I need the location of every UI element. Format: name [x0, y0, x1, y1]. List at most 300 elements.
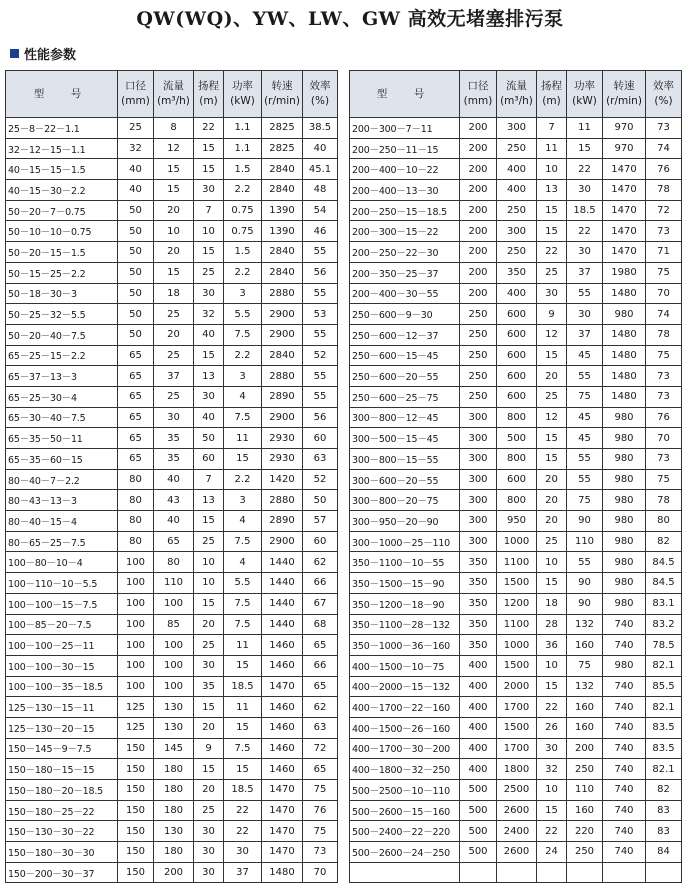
- cell-diameter: 50: [118, 242, 154, 263]
- cell-head: 20: [194, 780, 224, 801]
- cell-flow: 130: [154, 717, 194, 738]
- cell-flow: 600: [497, 345, 537, 366]
- cell-efficiency: 56: [303, 262, 338, 283]
- cell-model: 65－35－50－11: [6, 428, 118, 449]
- table-row: [350, 345, 682, 366]
- cell-flow: 180: [154, 800, 194, 821]
- cell-power: 160: [567, 635, 603, 656]
- cell-model: 200－250－15－18.5: [350, 200, 460, 221]
- cell-efficiency: 65: [303, 676, 338, 697]
- cell-speed: 1440: [262, 573, 303, 594]
- table-row: [6, 676, 338, 697]
- cell-head: 7: [537, 118, 567, 139]
- cell-power: 11: [224, 428, 262, 449]
- cell-diameter: 400: [460, 717, 497, 738]
- cell-power: 132: [567, 614, 603, 635]
- cell-efficiency: 82: [646, 780, 682, 801]
- cell-power: 55: [567, 469, 603, 490]
- cell-head: 20: [537, 469, 567, 490]
- cell-power: 1.1: [224, 118, 262, 139]
- cell-flow: 2600: [497, 842, 537, 863]
- cell-head: 36: [537, 635, 567, 656]
- cell-power: 90: [567, 511, 603, 532]
- table-row: [350, 490, 682, 511]
- cell-model: 150－145－9－7.5: [6, 738, 118, 759]
- cell-flow: 1500: [497, 573, 537, 594]
- left-table: [5, 70, 338, 883]
- cell-efficiency: 45.1: [303, 159, 338, 180]
- cell-efficiency: 78: [646, 324, 682, 345]
- cell-efficiency: 70: [303, 862, 338, 883]
- cell-flow: 1000: [497, 531, 537, 552]
- table-row: [350, 655, 682, 676]
- cell-power: 160: [567, 717, 603, 738]
- cell-speed: 740: [603, 717, 646, 738]
- cell-diameter: 80: [118, 469, 154, 490]
- cell-speed: 1460: [262, 655, 303, 676]
- cell-head: 10: [537, 159, 567, 180]
- cell-model: 100－110－10－5.5: [6, 573, 118, 594]
- right-table: [349, 70, 682, 883]
- cell-diameter: 50: [118, 324, 154, 345]
- header-power: 功率 (kW): [224, 71, 262, 118]
- table-row: [350, 180, 682, 201]
- cell-model: 65－25－30－4: [6, 386, 118, 407]
- cell-diameter: 350: [460, 573, 497, 594]
- table-row: [350, 304, 682, 325]
- cell-model: 150－130－30－22: [6, 821, 118, 842]
- cell-head: 15: [537, 800, 567, 821]
- cell-diameter: 350: [460, 552, 497, 573]
- cell-head: 40: [194, 407, 224, 428]
- cell-power: 4: [224, 552, 262, 573]
- table-row: [350, 242, 682, 263]
- cell-diameter: 65: [118, 407, 154, 428]
- cell-flow: 1700: [497, 738, 537, 759]
- cell-power: 220: [567, 821, 603, 842]
- cell-diameter: 300: [460, 428, 497, 449]
- cell-speed: 1470: [603, 180, 646, 201]
- cell-efficiency: 52: [303, 345, 338, 366]
- cell-speed: 2825: [262, 118, 303, 139]
- cell-model: 500－2600－24－250: [350, 842, 460, 863]
- cell-flow: 18: [154, 283, 194, 304]
- cell-speed: 2825: [262, 138, 303, 159]
- header-row: [350, 71, 682, 118]
- cell-model: 80－43－13－3: [6, 490, 118, 511]
- cell-model: 400－1500－26－160: [350, 717, 460, 738]
- cell-model: 500－2500－10－110: [350, 780, 460, 801]
- table-row: [350, 842, 682, 863]
- cell-speed: 1390: [262, 221, 303, 242]
- header-model: 型 号: [350, 71, 460, 118]
- cell-diameter: 400: [460, 676, 497, 697]
- cell-flow: 25: [154, 386, 194, 407]
- cell-efficiency: 78.5: [646, 635, 682, 656]
- cell-diameter: 500: [460, 780, 497, 801]
- cell-efficiency: 56: [303, 407, 338, 428]
- cell-flow: 1700: [497, 697, 537, 718]
- cell-model: 150－180－30－30: [6, 842, 118, 863]
- cell-flow: 950: [497, 511, 537, 532]
- table-row: [350, 614, 682, 635]
- table-row: [350, 159, 682, 180]
- cell-diameter: 200: [460, 180, 497, 201]
- cell-diameter: 500: [460, 821, 497, 842]
- cell-power: 200: [567, 738, 603, 759]
- cell-head: 24: [537, 842, 567, 863]
- cell-power: 0.75: [224, 200, 262, 221]
- table-row: [6, 407, 338, 428]
- cell-head: 32: [194, 304, 224, 325]
- section-bullet-icon: [10, 49, 19, 58]
- cell-model: 50－20－40－7.5: [6, 324, 118, 345]
- cell-model: 300－500－15－45: [350, 428, 460, 449]
- cell-speed: 1460: [262, 738, 303, 759]
- cell-speed: 1420: [262, 469, 303, 490]
- cell-model: 200－300－7－11: [350, 118, 460, 139]
- cell-efficiency: 60: [303, 531, 338, 552]
- cell-diameter: 250: [460, 304, 497, 325]
- cell-power: 75: [567, 655, 603, 676]
- cell-speed: 740: [603, 780, 646, 801]
- cell-model: 400－1500－10－75: [350, 655, 460, 676]
- cell-flow: 180: [154, 842, 194, 863]
- cell-diameter: 65: [118, 366, 154, 387]
- cell-model: 125－130－20－15: [6, 717, 118, 738]
- cell-model: 100－100－25－11: [6, 635, 118, 656]
- table-row: [350, 759, 682, 780]
- cell-power: 75: [567, 490, 603, 511]
- cell-head: 40: [194, 324, 224, 345]
- cell-efficiency: 82.1: [646, 759, 682, 780]
- cell-power: 37: [567, 262, 603, 283]
- cell-model: [350, 862, 460, 883]
- header-efficiency: 效率 (%): [646, 71, 682, 118]
- cell-head: 10: [537, 552, 567, 573]
- cell-speed: 1480: [603, 345, 646, 366]
- cell-power: 110: [567, 780, 603, 801]
- cell-flow: 2000: [497, 676, 537, 697]
- cell-flow: 130: [154, 821, 194, 842]
- cell-efficiency: 75: [303, 821, 338, 842]
- table-row: [6, 531, 338, 552]
- cell-power: 2.2: [224, 262, 262, 283]
- cell-flow: 600: [497, 469, 537, 490]
- cell-speed: 1470: [603, 159, 646, 180]
- table-row: [6, 593, 338, 614]
- table-row: [350, 366, 682, 387]
- cell-diameter: 350: [460, 635, 497, 656]
- header-diameter: 口径 (mm): [118, 71, 154, 118]
- cell-diameter: 400: [460, 697, 497, 718]
- cell-speed: 2840: [262, 345, 303, 366]
- cell-speed: 1480: [603, 366, 646, 387]
- cell-efficiency: 66: [303, 655, 338, 676]
- cell-model: 300－600－20－55: [350, 469, 460, 490]
- cell-head: 13: [537, 180, 567, 201]
- cell-power: 45: [567, 428, 603, 449]
- cell-speed: 1470: [262, 821, 303, 842]
- cell-speed: 1460: [262, 759, 303, 780]
- cell-head: 25: [194, 531, 224, 552]
- cell-power: 15: [224, 717, 262, 738]
- cell-diameter: 100: [118, 614, 154, 635]
- cell-speed: 740: [603, 697, 646, 718]
- cell-efficiency: 83.5: [646, 738, 682, 759]
- cell-speed: 1470: [603, 221, 646, 242]
- cell-head: 15: [537, 200, 567, 221]
- cell-model: 150－180－15－15: [6, 759, 118, 780]
- cell-head: 15: [194, 242, 224, 263]
- cell-model: 400－2000－15－132: [350, 676, 460, 697]
- cell-efficiency: 75: [646, 469, 682, 490]
- cell-flow: 2600: [497, 800, 537, 821]
- cell-diameter: 200: [460, 200, 497, 221]
- table-row: [6, 366, 338, 387]
- cell-flow: 100: [154, 593, 194, 614]
- cell-speed: 1470: [262, 676, 303, 697]
- cell-flow: 1200: [497, 593, 537, 614]
- cell-diameter: 100: [118, 552, 154, 573]
- cell-efficiency: 72: [646, 200, 682, 221]
- table-row: [6, 862, 338, 883]
- cell-efficiency: 50: [303, 490, 338, 511]
- table-row: [350, 676, 682, 697]
- cell-model: 150－180－25－22: [6, 800, 118, 821]
- cell-speed: 2880: [262, 490, 303, 511]
- cell-efficiency: 75: [646, 262, 682, 283]
- cell-power: 37: [224, 862, 262, 883]
- cell-flow: 20: [154, 200, 194, 221]
- cell-flow: 110: [154, 573, 194, 594]
- cell-efficiency: 68: [303, 614, 338, 635]
- cell-efficiency: 75: [303, 780, 338, 801]
- table-row: [6, 345, 338, 366]
- cell-efficiency: 53: [303, 304, 338, 325]
- cell-power: 55: [567, 449, 603, 470]
- cell-flow: 100: [154, 676, 194, 697]
- cell-speed: 2930: [262, 428, 303, 449]
- cell-model: 200－400－13－30: [350, 180, 460, 201]
- cell-model: 200－250－22－30: [350, 242, 460, 263]
- cell-model: 500－2600－15－160: [350, 800, 460, 821]
- cell-speed: 2900: [262, 324, 303, 345]
- cell-diameter: 500: [460, 842, 497, 863]
- cell-flow: [497, 862, 537, 883]
- header-head: 扬程 (m): [194, 71, 224, 118]
- cell-head: 22: [194, 118, 224, 139]
- cell-speed: 2890: [262, 511, 303, 532]
- table-row: [6, 490, 338, 511]
- cell-diameter: 50: [118, 262, 154, 283]
- cell-model: 100－100－30－15: [6, 655, 118, 676]
- cell-head: 12: [537, 407, 567, 428]
- table-row: [6, 511, 338, 532]
- cell-flow: 400: [497, 159, 537, 180]
- table-row: [6, 759, 338, 780]
- cell-efficiency: 83.5: [646, 717, 682, 738]
- cell-diameter: 150: [118, 780, 154, 801]
- cell-efficiency: 73: [303, 842, 338, 863]
- table-row: [6, 242, 338, 263]
- cell-model: 150－180－20－18.5: [6, 780, 118, 801]
- table-row: [6, 304, 338, 325]
- cell-speed: 1440: [262, 593, 303, 614]
- cell-model: 300－1000－25－110: [350, 531, 460, 552]
- cell-efficiency: 80: [646, 511, 682, 532]
- cell-flow: 12: [154, 138, 194, 159]
- cell-speed: 1460: [262, 717, 303, 738]
- cell-head: 30: [194, 283, 224, 304]
- cell-speed: 980: [603, 593, 646, 614]
- cell-power: 5.5: [224, 573, 262, 594]
- section-heading: [10, 44, 76, 63]
- cell-power: 18.5: [567, 200, 603, 221]
- cell-head: 30: [194, 842, 224, 863]
- cell-head: 25: [194, 800, 224, 821]
- table-row: [6, 552, 338, 573]
- cell-diameter: 300: [460, 407, 497, 428]
- cell-speed: 2900: [262, 304, 303, 325]
- cell-power: 2.2: [224, 180, 262, 201]
- cell-efficiency: 76: [646, 159, 682, 180]
- cell-speed: 980: [603, 531, 646, 552]
- cell-head: 25: [537, 531, 567, 552]
- cell-model: 40－15－15－1.5: [6, 159, 118, 180]
- table-row: [350, 221, 682, 242]
- cell-flow: 250: [497, 200, 537, 221]
- cell-head: 10: [194, 221, 224, 242]
- cell-efficiency: 84.5: [646, 552, 682, 573]
- cell-model: 200－400－30－55: [350, 283, 460, 304]
- cell-power: 30: [567, 180, 603, 201]
- cell-power: 3: [224, 283, 262, 304]
- table-row: [350, 407, 682, 428]
- header-power: 功率 (kW): [567, 71, 603, 118]
- table-row: [350, 635, 682, 656]
- cell-model: 80－40－7－2.2: [6, 469, 118, 490]
- table-row: [350, 697, 682, 718]
- cell-flow: 1100: [497, 614, 537, 635]
- cell-diameter: 200: [460, 262, 497, 283]
- cell-flow: 800: [497, 407, 537, 428]
- cell-power: 7.5: [224, 407, 262, 428]
- cell-head: 15: [194, 511, 224, 532]
- cell-speed: 1440: [262, 552, 303, 573]
- cell-model: 250－600－12－37: [350, 324, 460, 345]
- cell-head: 11: [537, 138, 567, 159]
- cell-head: 32: [537, 759, 567, 780]
- cell-diameter: 80: [118, 490, 154, 511]
- cell-model: 500－2400－22－220: [350, 821, 460, 842]
- table-row: [6, 138, 338, 159]
- cell-diameter: 200: [460, 242, 497, 263]
- cell-model: 65－30－40－7.5: [6, 407, 118, 428]
- cell-efficiency: 65: [303, 635, 338, 656]
- cell-model: 50－15－25－2.2: [6, 262, 118, 283]
- cell-diameter: 300: [460, 490, 497, 511]
- cell-flow: 250: [497, 242, 537, 263]
- cell-model: 50－20－15－1.5: [6, 242, 118, 263]
- cell-diameter: 80: [118, 511, 154, 532]
- cell-power: 75: [567, 386, 603, 407]
- cell-flow: 2400: [497, 821, 537, 842]
- cell-flow: 1100: [497, 552, 537, 573]
- cell-speed: 740: [603, 821, 646, 842]
- cell-speed: 970: [603, 118, 646, 139]
- cell-efficiency: 85.5: [646, 676, 682, 697]
- cell-model: 100－80－10－4: [6, 552, 118, 573]
- table-row: [350, 780, 682, 801]
- cell-head: 15: [194, 138, 224, 159]
- cell-efficiency: 62: [303, 552, 338, 573]
- cell-efficiency: 55: [303, 283, 338, 304]
- cell-power: 18.5: [224, 676, 262, 697]
- cell-power: 160: [567, 697, 603, 718]
- cell-model: 250－600－25－75: [350, 386, 460, 407]
- cell-model: 50－10－10－0.75: [6, 221, 118, 242]
- cell-efficiency: 63: [303, 717, 338, 738]
- cell-head: 28: [537, 614, 567, 635]
- cell-head: 10: [537, 780, 567, 801]
- cell-flow: 85: [154, 614, 194, 635]
- cell-flow: 15: [154, 180, 194, 201]
- cell-power: 7.5: [224, 738, 262, 759]
- table-row: [6, 428, 338, 449]
- cell-diameter: 100: [118, 635, 154, 656]
- cell-diameter: 32: [118, 138, 154, 159]
- cell-power: 1.5: [224, 159, 262, 180]
- cell-head: 30: [537, 738, 567, 759]
- cell-diameter: 150: [118, 800, 154, 821]
- cell-power: 11: [224, 697, 262, 718]
- cell-diameter: 150: [118, 738, 154, 759]
- cell-speed: 2900: [262, 531, 303, 552]
- cell-power: 110: [567, 531, 603, 552]
- cell-power: 15: [224, 655, 262, 676]
- cell-model: 350－1100－10－55: [350, 552, 460, 573]
- table-row: [6, 180, 338, 201]
- cell-speed: 2840: [262, 262, 303, 283]
- cell-diameter: 150: [118, 862, 154, 883]
- cell-speed: 740: [603, 800, 646, 821]
- cell-speed: 1470: [262, 780, 303, 801]
- cell-efficiency: 78: [646, 490, 682, 511]
- cell-speed: 1440: [262, 614, 303, 635]
- table-row: [350, 118, 682, 139]
- cell-speed: 2900: [262, 407, 303, 428]
- cell-efficiency: 66: [303, 573, 338, 594]
- cell-power: 2.2: [224, 345, 262, 366]
- cell-diameter: 125: [118, 697, 154, 718]
- cell-efficiency: 55: [303, 386, 338, 407]
- cell-head: 13: [194, 490, 224, 511]
- table-row: [350, 552, 682, 573]
- cell-flow: 300: [497, 221, 537, 242]
- cell-efficiency: 73: [646, 386, 682, 407]
- cell-power: 11: [567, 118, 603, 139]
- cell-power: 1.5: [224, 242, 262, 263]
- cell-power: 7.5: [224, 593, 262, 614]
- cell-model: 80－65－25－7.5: [6, 531, 118, 552]
- cell-efficiency: 74: [646, 304, 682, 325]
- cell-diameter: 350: [460, 593, 497, 614]
- cell-efficiency: 78: [646, 180, 682, 201]
- cell-speed: 740: [603, 614, 646, 635]
- cell-flow: 1000: [497, 635, 537, 656]
- cell-head: 15: [537, 221, 567, 242]
